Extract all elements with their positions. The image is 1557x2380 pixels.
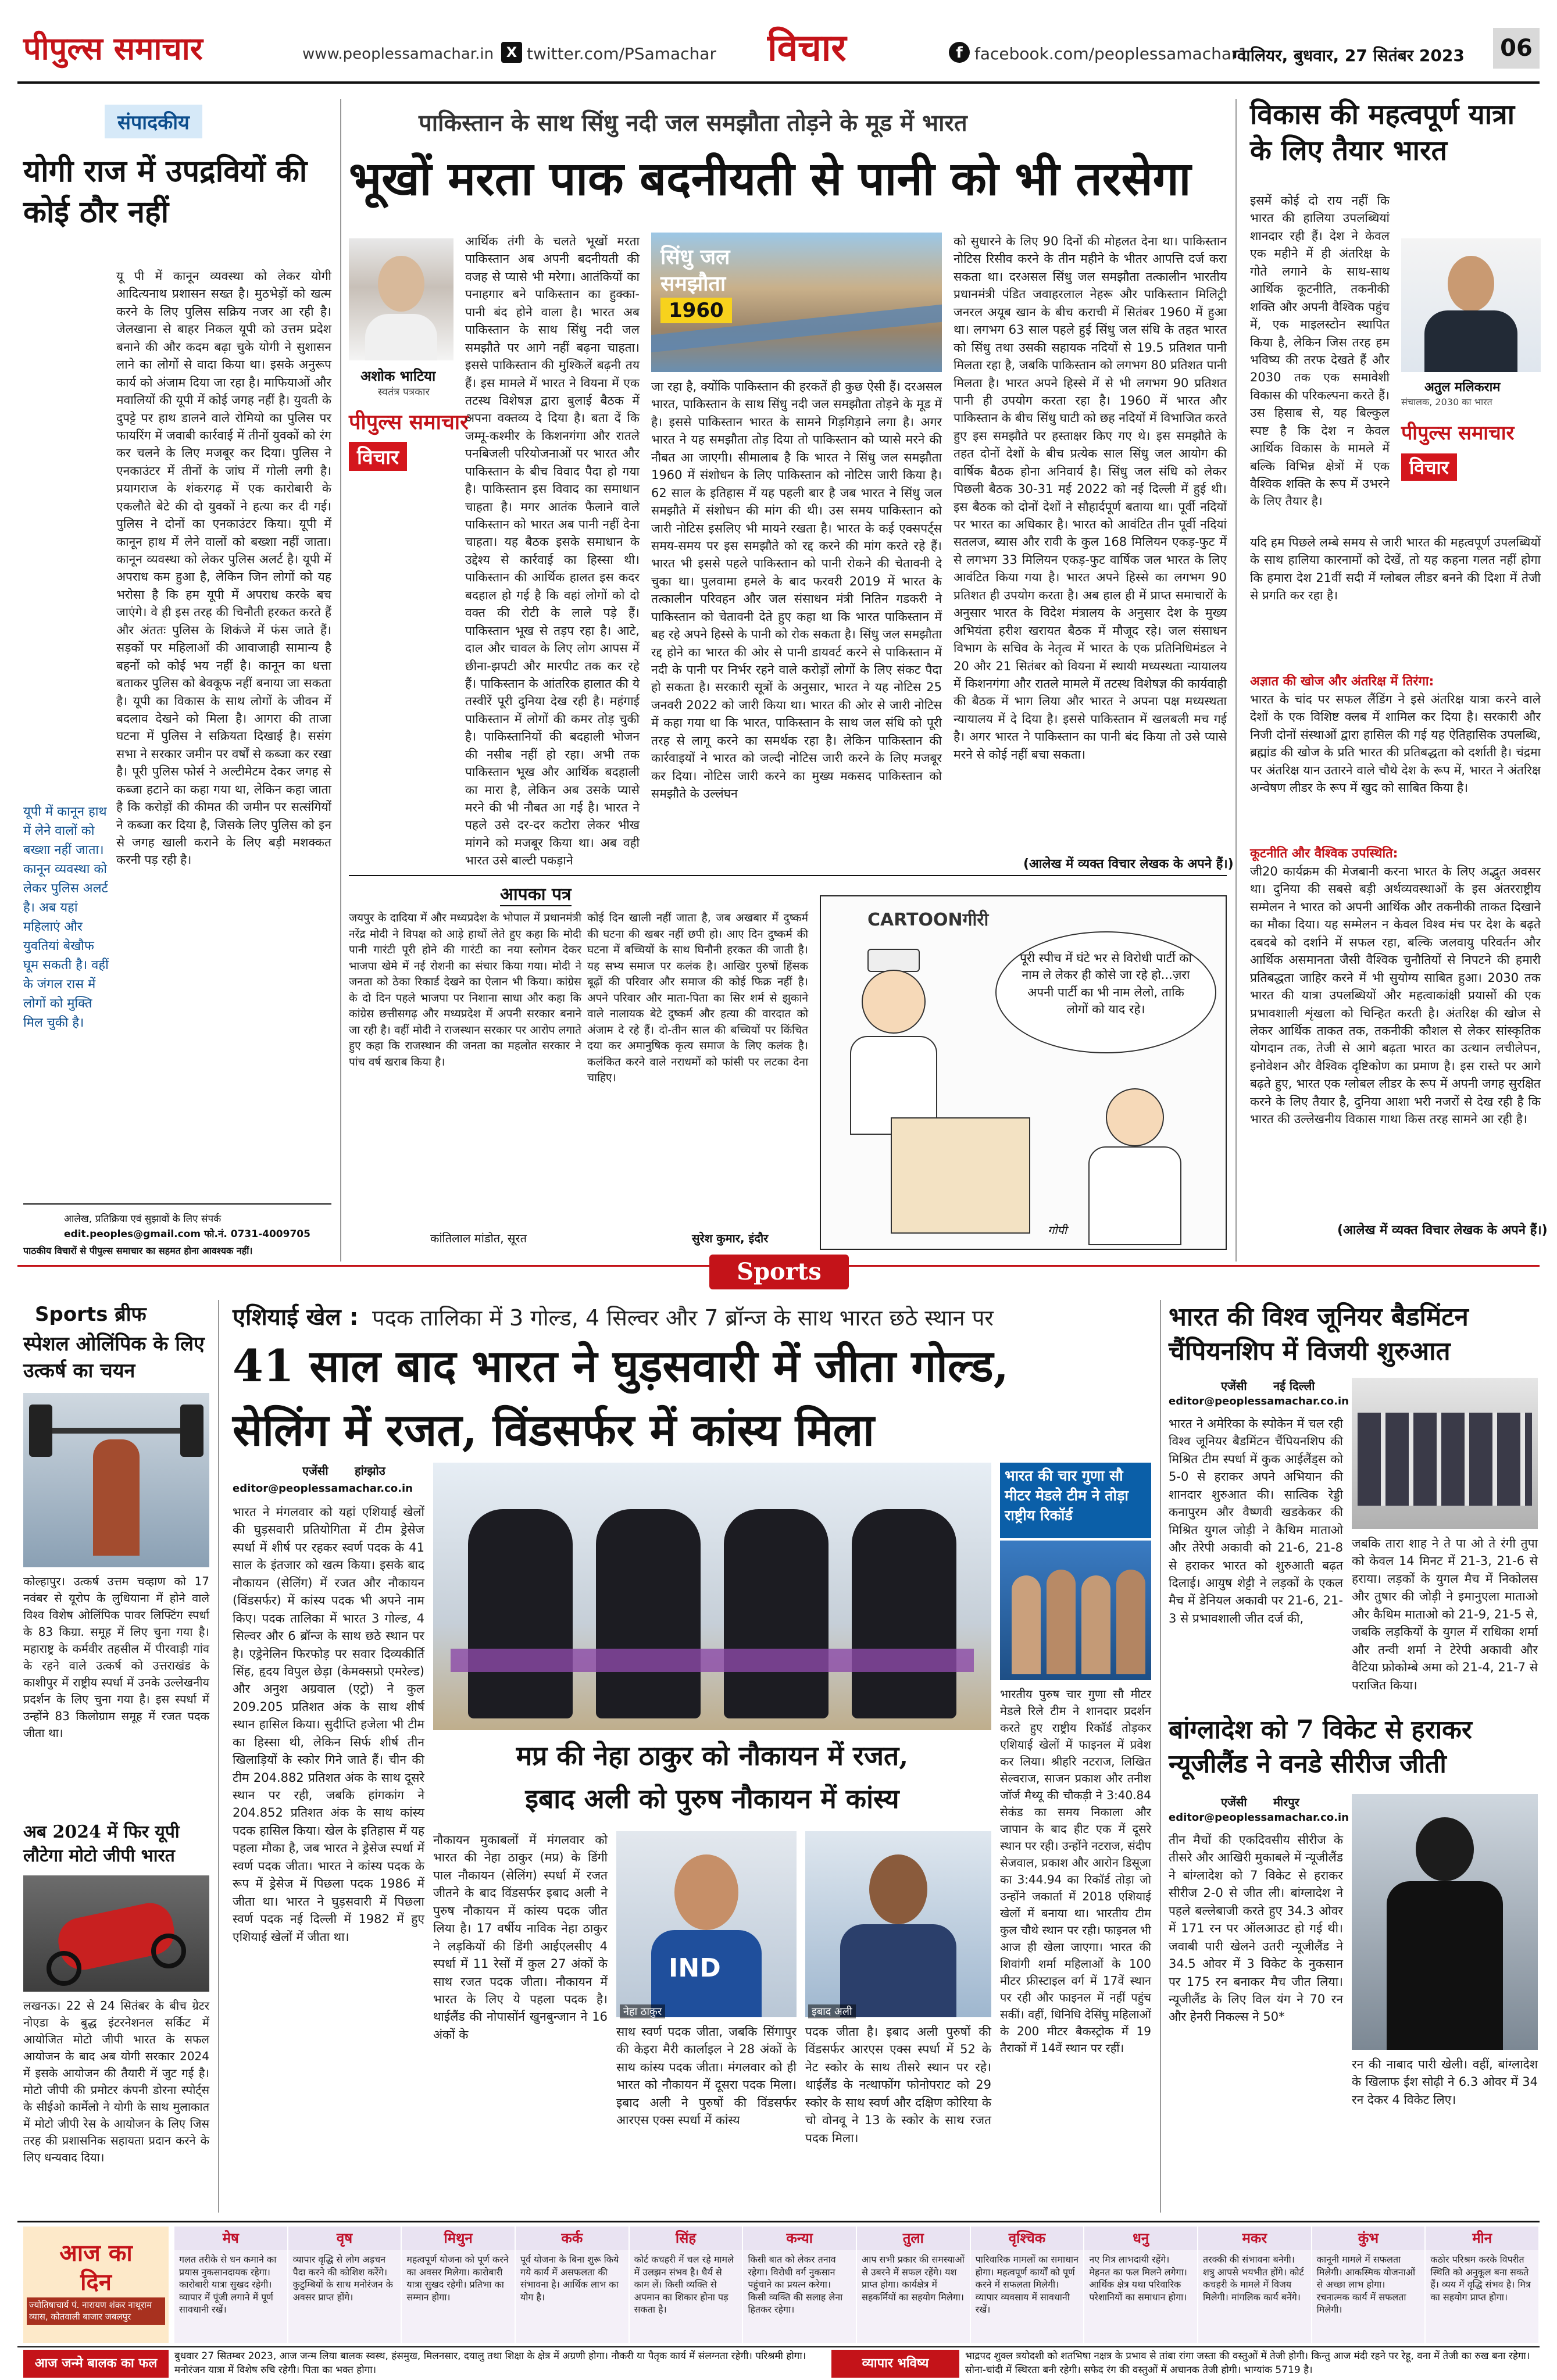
badminton-agency: एजेंसी <box>1221 1379 1247 1393</box>
sailing-body-1: नौकायन मुकाबलों में मंगलवार को भारत की नेहा ठाकुर (मप्र) के डिंगी पाल नौकायन (सेलिंग) स्पर्धा में रजत जीतने के बाद विंडसर्फर इबाद अली ने पुरुष नौकायन में कांस्य पदक जीत लिया है। 17 वर्षीय नाविक नेहा ठाकुर ने लड़कियों की डिंगी आईएलसीए 4 स्पर्धा में 11 रेसों में कुल 27 अंकों के साथ रजत पदक जीता। नौकायन में भारत के लिए ये पहला पदक है। थाईलैंड की नोपासोंर्न खुनबुन्जान ने 16 अंकों के <box>433 1833 608 2042</box>
zodiac-sign-text: किसी बात को लेकर तनाव रहेगा। विरोधी वर्ग नुकसान पहुंचाने का प्रयत्न करेगा। किसी व्यक्ति की सलाह लेना हितकर रहेगा। <box>748 2254 843 2315</box>
nz-body-2: रन की नाबाद पारी खेली। वहीं, बांग्लादेश के खिलाफ ईश सोढ़ी ने 6.3 ओवर में 34 रन देकर 4 विकेट लिए। <box>1352 2057 1538 2107</box>
cartoon-politician <box>844 949 943 1141</box>
badminton-team-image <box>1352 1378 1538 1529</box>
editorial-footer-2[interactable]: edit.peoples@gmail.com फो.नं. 0731-4009705 <box>64 1228 310 1240</box>
zodiac-sign-name: कुंभ <box>1312 2227 1425 2250</box>
zodiac-sign-name: कन्या <box>743 2227 856 2250</box>
birthday-tag: आज जन्मे बालक का फल <box>23 2350 169 2378</box>
weightlifter-image <box>23 1393 209 1567</box>
badminton-email[interactable]: editor@peoplessamachar.co.in <box>1169 1395 1349 1407</box>
editorial-footer-1: आलेख, प्रतिक्रिया एवं सुझावों के लिए संपर्क <box>64 1213 222 1225</box>
author-role: स्वतंत्र पत्रकार <box>378 386 430 398</box>
lead-paper-badge: पीपुल्स समाचार <box>349 410 469 434</box>
nz-agency: एजेंसी <box>1221 1795 1247 1809</box>
editorial-footer-3: पाठकीय विचारों से पीपुल्स समाचार का सहमत होना आवश्यक नहीं। <box>23 1245 253 1256</box>
map-label-2: समझौता <box>660 272 726 296</box>
facebook-icon[interactable]: f <box>949 42 970 63</box>
zodiac-sign-text: नए मित्र लाभदायी रहेंगे। मेहनत का फल मिलने लगेगा। आर्थिक क्षेत्र यथा परिवारिक परेशानियों का समाधान होगा। <box>1089 2254 1187 2303</box>
zodiac-sign-name: मिथुन <box>402 2227 515 2250</box>
letter-2: कोई दिन खाली नहीं जाता है, जब अखबार में दुष्कर्म की घटना की खबर नहीं छपी हो। आए दिन दुष्कर्म की घटना में बच्चियों के साथ घिनौनी हरकत की जाती है। यह सभ्य समाज पर कलंक है। आखिर पुरुषों हिंसक बूढ़ों की परिवार और समाज की कोई फिक्र नहीं है। अपने परिवार और माता-पिता का सिर शर्म से झुकाने वाले नालायक बेटे दुष्कर्म और हत्या की वारदात को अंजाम दे रहे हैं। दो-तीन साल की बच्चियों पर किंचित दया कर अमानुषिक कृत्य समाज के लिए कलंक है। कलंकित करने वाले नराधमों को फांसी पर लटका देना चाहिए। <box>587 912 808 1085</box>
zodiac-sign-name: धनु <box>1084 2227 1197 2250</box>
market-text: भाद्रपद शुक्ल त्रयोदशी को शतभिषा नक्षत्र के प्रभाव से तांबा रांगा जस्ता की वस्तुओं में तेजी होगी। किन्तु आज मंदी रहने पर रेहू, वना में तेजी का रुख बना रहेगा। सोना-चांदी में स्थिरता बनी रहेगी। सफेद रंग की वस्तुओं में अचानक तेजी होगी। भाग्यांक 5719 है। <box>965 2350 1530 2376</box>
cartoon-podium <box>891 1117 1030 1234</box>
dateline: ग्वालियर, बुधवार, 27 सितंबर 2023 <box>1233 46 1465 65</box>
masthead <box>0 0 1557 93</box>
zodiac-sign <box>630 2227 744 2343</box>
letters-title: आपका पत्र <box>500 881 572 906</box>
nz-email[interactable]: editor@peoplessamachar.co.in <box>1169 1811 1349 1824</box>
sailing-headline-1: मप्र की नेहा ठाकुर को नौकायन में रजत, <box>516 1740 909 1771</box>
right-body-1: इसमें कोई दो राय नहीं कि भारत की हालिया उपलब्धियां शानदार रही हैं। देश ने केवल एक महीने में ही अंतरिक्ष के गोते लगाने के साथ-साथ आर्थिक कूटनीति, तकनीकी शक्ति और अपनी वैश्विक पहुंच में, एक माइलस्टोन स्थापित किया है, लेकिन जिस तरह हम भविष्य की तरफ देखते हैं और 2030 तक एक समावेशी विकास की परिकल्पना करते हैं। उस हिसाब से, यह बिल्कुल स्पष्ट है कि देश न केवल आर्थिक विकास के मामले में बल्कि विभिन्न क्षेत्रों में एक वैश्विक शक्ति के रूप में उभरने के लिए तैयार है। <box>1250 194 1390 509</box>
sailing-body-3: पदक जीता है। इबाद अली पुरुषों की विंडसर्फर आरएस एक्स स्पर्धा में 52 के नेट स्कोर के साथ तीसरे स्थान पर रहे। थाईलैंड के नत्थाफोंग फोनोपराट को 29 स्कोर के साथ स्वर्ण और दक्षिण कोरिया के चो वोनवू ने 13 के स्कोर के साथ रजत पदक मिला। <box>805 2025 991 2145</box>
editorial-body: यू पी में कानून व्यवस्था को लेकर योगी आदित्यनाथ प्रशासन सख्त है। मुठभेड़ों को खत्म करने के लिए पुलिस सक्रिय नजर आ रही है। जेलखाना से बाहर निकल यूपी को उत्तम प्रदेश बनाने की और कदम बढ़ा चुके योगी ने सुशासन लाने का लोगों से वादा किया था। इसके अनुरूप कार्य को अंजाम दिया जा रहा है। माफियाओं और मवालियों की यूपी में कोई जगह नहीं है। युवती के दुपट्टे पर हाथ डालने वाले रोमियो का पुलिस पर फायरिंग में जवाबी कार्रवाई में तीनों युवकों को रंग कर चलने के लिए मजबूर कर दिया। पुलिस ने एनकाउंटर में तीनों के जांघ में गोली लगी है। प्रयागराज के शंकरगढ़ में एक कारोबारी के एकलौते बेटे की दो युवकों ने हत्या कर दी गई। पुलिस ने दोनों का एनकाउंटर किया। यूपी में कानून हाथ में लेने वालों को बख्शा नहीं जाता। कानून व्यवस्था को लेकर पुलिस अलर्ट है। यूपी में अपराध कम हुआ है, लेकिन जिन लोगों को यह भरोसा है कि हम यूपी में अपराध करके बच जाएंगे। वे ही इस तरह की चिनौती हरकत करते हैं और अंततः पुलिस के शिकंजे में फंस जाते हैं। सड़कों पर महिलाओं की आवाजाही सामान्य है बहनों को कोई भय नहीं है। कानून का धत्ता बताकर पुलिस को बेवकूफ नहीं बनाया जा सकता है। यूपी का विकास के साथ लोगों के जीवन में बदलाव देखने को मिला है। आगरा की ताजा घटना में पुलिस ने सक्रियता दिखाई है। ससंग सभा ने सरकार जमीन पर वर्षों से कब्जा कर रखा है। पूरी पुलिस फोर्स ने अल्टीमेटम देकर जगह से कब्जा हटाने का कहा गया था, लेकिन कहा जाता है कि करोड़ों की कीमत की जमीन पर सत्संगियों ने कब्जा कर दिया है, जिसके लिए पुलिस को इन से जगह खाली कराने के लिए बड़ी मशक्कत करनी पड़ रही है। <box>116 269 331 867</box>
zodiac-sign-text: तरक्की की संभावना बनेगी। शत्रु आपसे भयभीत होंगे। कोर्ट कचहरी के मामले में विजय मिलेगी। मांगलिक कार्य बनेंगे। <box>1203 2254 1304 2303</box>
asian-games-kicker-bold: एशियाई खेल : <box>233 1304 359 1331</box>
today-line-2: दिन <box>80 2269 112 2296</box>
map-label-1: सिंधु जल <box>660 245 730 269</box>
brief-2-headline: अब 2024 में फिर यूपी लौटेगा मोटो जीपी भारत <box>23 1822 180 1866</box>
right-body-3: भारत के चांद पर सफल लैंडिंग ने इसे अंतरिक्ष यात्रा करने वाले देशों के एक विशिष्ट क्लब में शामिल कर दिया है। सरकारी और निजी दोनों संस्थाओं द्वारा हासिल की गई यह ऐतिहासिक उपलब्धि, ब्रह्मांड की खोज के प्रति भारत की प्रतिबद्धता को दर्शाती है। चंद्रमा पर अंतरिक्ष यान उतारने वाले चौथे देश के रूप में, भारत ने अंतरिक्ष अन्वेषण लीडर के रूप में खुद को साबित किया है। <box>1250 692 1541 795</box>
zodiac-sign-text: कानूनी मामले में सफलता मिलेगी। आकस्मिक योजनाओं से अच्छा लाभ होगा। रचनात्मक कार्य में सफलता मिलेगी। <box>1316 2254 1416 2315</box>
badminton-place: नई दिल्ली <box>1273 1379 1315 1393</box>
letter-2-signature: सुरेश कुमार, इंदौर <box>692 1231 769 1245</box>
zodiac-sign <box>402 2227 516 2343</box>
zodiac-sign <box>857 2227 971 2343</box>
letter-1: जयपुर के दादिया में और मध्यप्रदेश के भोपाल में प्रधानमंत्री नरेंद्र मोदी ने विपक्ष को आड़े हाथों लेते हुए कहा कि मोदी पानी गारंटी पूरी होने की गारंटी का नया स्लोगन देकर भाजपा खेमे में नई रोशनी का संचार किया गया। मोदी ने जनता को ठेका रिकार्ड देखने का ऐलान भी किया। कांग्रेस के दो दिन पहले भाजपा पर निशाना साधा और कहा कि कांग्रेस छत्तीसगढ़ और मध्यप्रदेश में अपनी सरकार बनाने जा रही है। वहीं मोदी ने राजस्थान सरकार पर आरोप लगाते हुए कहा कि राजस्थान की जनता का महलोत सरकार ने पांच वर्ष खराब किया है। <box>349 912 581 1069</box>
zodiac-sign-name: मीन <box>1426 2227 1538 2250</box>
cartoon-signature: गोपी <box>1048 1223 1067 1237</box>
indus-map-image <box>651 233 942 372</box>
relay-body: भारतीय पुरुष चार गुणा सौ मीटर मेडले रिले टीम ने शानदार प्रदर्शन करते हुए राष्ट्रीय रिकॉर्ड तोड़कर एशियाई खेलों में फाइनल में प्रवेश कर लिया। श्रीहरि नटराज, लिखित सेल्वराज, साजन प्रकाश और तनीश जॉर्ज मैथ्यू की चौकड़ी ने 3:40.84 सेकंड का समय निकाला और जापान के बाद हीट एक में दूसरे स्थान पर रही। उन्होंने नटराज, संदीप सेजवाल, प्रकाश और आरोन डिसूजा का 3:44.94 का रिकॉर्ड तोड़ा जो उन्होंने जकार्ता में 2018 एशियाई खेलों में बनाया था। भारतीय टीम कुल चौथे स्थान पर रही। फाइनल भी आज ही खेला जाएगा। भारत की शिवांगी शर्मा महिलाओं के 100 मीटर फ्रीस्टाइल वर्ग में 17वें स्थान पर रही और फाइनल में नहीं पहुंच सकीं। वहीं, धिनिधि देसिंघु महिलाओं के 200 मीटर बैकस्ट्रोक में 19 तैराकों में 14वें स्थान पर रहीं। <box>1000 1687 1151 2055</box>
author-name: अशोक भाटिया <box>360 368 436 384</box>
right-author-role: संचालक, 2030 का भारत <box>1401 396 1492 408</box>
section-title: विचार <box>767 26 847 70</box>
zodiac-sign-name: मेष <box>174 2227 287 2250</box>
zodiac-sign-name: वृष <box>288 2227 401 2250</box>
zodiac-sign-text: गलत तरीके से धन कमाने का प्रयास नुकसानदायक रहेगा। कारोबारी यात्रा सुखद रहेगी। व्यापार में पूंजी लगाने में पूर्ण सावधानी रखें। <box>179 2254 277 2315</box>
sports-headline-1: 41 साल बाद भारत ने घुड़सवारी में जीता गोल्ड, <box>233 1340 1009 1392</box>
relay-team-photo <box>1000 1541 1151 1680</box>
paper-logo[interactable]: पीपुल्स समाचार <box>23 30 203 67</box>
zodiac-sign <box>1084 2227 1198 2343</box>
lead-footer: (आलेख में व्यक्त विचार लेखक के अपने हैं।) <box>1023 857 1234 871</box>
lead-section-badge: विचार <box>349 442 407 471</box>
sports-banner: Sports <box>709 1255 849 1289</box>
zodiac-sign <box>1312 2227 1426 2343</box>
brief-1-body: कोल्हापुर। उत्कर्ष उत्तम चव्हाण को 17 नवंबर से यूरोप के लुधियाना में होने वाले विश्व विशेष ओलिंपिक पावर लिफ्टिंग स्पर्धा के 83 किग्रा. समूह में लिए चुना गया है। महाराष्ट्र के कर्मवीर तहसील में पीरवाड़ी गांव के रहने वाले उत्कर्ष को उत्तराखंड के काशीपुर में राष्ट्रीय स्पर्धा में उनके उल्लेखनीय प्रदर्शन के लिए चुना गया है। इस स्पर्धा में उन्होंने 83 किलोग्राम समूह में रजत पदक जीता था। <box>23 1574 209 1740</box>
sports-brief-tag: Sports ब्रीफ <box>35 1303 147 1326</box>
page-number: 06 <box>1493 28 1540 69</box>
right-footer: (आलेख में व्यक्त विचार लेखक के अपने हैं।) <box>1337 1223 1548 1238</box>
zodiac-sign <box>1198 2227 1312 2343</box>
zodiac-sign-text: व्यापार वृद्धि से लोग अड़चन पैदा करने की कोशिश करेंगे। कुटुम्बियों के साथ मनोरंजन के अवसर प्राप्त होंगे। <box>292 2254 393 2303</box>
website-link[interactable]: www.peoplessamachar.in <box>302 45 494 63</box>
neha-photo: IND <box>616 1831 797 2017</box>
zodiac-sign-name: मकर <box>1198 2227 1311 2250</box>
zodiac-sign <box>174 2227 288 2343</box>
relay-box <box>1000 1463 1151 2213</box>
twitter-icon[interactable]: X <box>501 42 522 63</box>
right-subhead-1: अज्ञात की खोज और अंतरिक्ष में तिरंगा: <box>1250 674 1434 689</box>
zodiac-sign <box>288 2227 402 2343</box>
sports-agency: एजेंसी <box>302 1464 328 1478</box>
right-author-name: अतुल मलिकराम <box>1424 380 1501 395</box>
right-subhead-2: कूटनीति और वैश्विक उपस्थिति: <box>1250 846 1398 861</box>
brief-2-body: लखनऊ। 22 से 24 सितंबर के बीच ग्रेटर नोएडा के बुद्ध इंटरनेशनल सर्किट में आयोजित मोटो जीपी भारत के सफल आयोजन के बाद अब योगी सरकार 2024 में इसके आयोजन की तैयारी में जुट गई है। मोटो जीपी की प्रमोटर कंपनी डोरना स्पोर्ट्स के सीईओ कार्मेलो ने योगी के साथ मुलाकात में मोटो जीपी रेस के आयोजन के लिए जिस तरह की प्रशासनिक सहायता प्रदान करने के लिए धन्यवाद दिया। <box>23 1999 209 2164</box>
zodiac-sign-name: वृश्चिक <box>971 2227 1084 2250</box>
facebook-link[interactable]: facebook.com/peoplessamachar1 <box>974 44 1249 63</box>
badminton-body-1: भारत ने अमेरिका के स्पोकेन में चल रही विश्व जूनियर बैडमिंटन चैंपियनशिप की मिश्रित टीम स्पर्धा में कुक आईलैंड्स को 5-0 से हराकर अपने अभियान की शानदार शुरुआत की। सात्विक रेड्डी कनापुरम और वैष्णवी खडकेकर की मिश्रित युगल जोड़ी ने कैथिम माताओ और तेरेपी अकावी को 21-6, 21-8 से हराकर भारत को शुरुआती बढ़त दिलाई। आयुष शेट्टी ने लड़कों के एकल मैच में डेनियल अकावी पर 21-6, 21-3 से प्रभावशाली जीत दर्ज की, <box>1169 1417 1343 1625</box>
editorial-tag: संपादकीय <box>105 105 202 138</box>
relay-headline: भारत की चार गुणा सौ मीटर मेडले टीम ने तोड़ा राष्ट्रीय रिकॉर्ड <box>1000 1463 1151 1538</box>
cartoon-listener <box>1077 1088 1193 1245</box>
sailing-headline-2: इबाद अली को पुरुष नौकायन में कांस्य <box>525 1783 899 1814</box>
birthday-text: बुधवार 27 सितम्बर 2023, आज जन्म लिया बालक स्वस्थ, हंसमुख, मिलनसार, दयालु तथा शिक्षा के क्षेत्र में अग्रणी होगा। नौकरी या पैतृक कार्य में संलग्नता रहेगी। परिश्रमी होगा। मनोरंजन यात्रा में विशेष रुचि रहेगी। पिता का भक्त होगा। <box>174 2350 806 2376</box>
cricketer-image <box>1352 1794 1538 2050</box>
zodiac-sign-text: पारिवारिक मामलों का समाधान होगा। महत्वपूर्ण कार्यों को पूर्ण करने में सफलता मिलेगी। व्यापार व्यवसाय में सावधानी रखें। <box>975 2254 1079 2315</box>
twitter-link[interactable]: twitter.com/PSamachar <box>527 44 716 63</box>
motogp-image <box>23 1875 209 1992</box>
zodiac-sign-text: कोर्ट कचहरी में चल रहे मामले में उलझन संभव है। धैर्य से काम लें। किसी व्यक्ति से अपमान का शिकार होना पड़ सकता है। <box>634 2254 734 2315</box>
zodiac-sign-name: कर्क <box>516 2227 628 2250</box>
nz-body-1: तीन मैचों की एकदिवसीय सीरीज के तीसरे और आखिरी मुकाबले में न्यूजीलैंड ने बांग्लादेश को 7 विकेट से हराकर सीरीज 2-0 से जीत ली। बांग्लादेश ने पहले बल्लेबाजी करते हुए 34.3 ओवर में 171 रन पर ऑलआउट हो गई थी। जवाबी पारी खेलने उतरी न्यूजीलैंड ने 34.5 ओवर में 3 विकेट के नुकसान पर 175 रन बनाकर मैच जीत लिया। न्यूजीलैंड के लिए विल यंग ने 70 रन और हेनरी निकल्स ने 50* <box>1169 1833 1343 2024</box>
nz-headline: बांग्लादेश को 7 विकेट से हराकर न्यूजीलैंड ने वनडे सीरीज जीती <box>1169 1715 1472 1779</box>
sports-headline-2: सेलिंग में रजत, विंडसर्फर में कांस्य मिला <box>233 1404 874 1456</box>
right-body-4: जी20 कार्यक्रम की मेजबानी करना भारत के लिए अद्भुत अवसर था। दुनिया की सबसे बड़ी अर्थव्यवस्थाओं के इस अंतरराष्ट्रीय सम्मेलन ने भारत को अपनी आर्थिक और तकनीकी ताकत दिखाने का मौका दिया। यह सम्मेलन न केवल विश्व मंच पर देश के बढ़ते दबदबे को दर्शाने में सफल रहा, बल्कि जलवायु परिवर्तन और आर्थिक असमानता जैसी वैश्विक चुनौतियों से निपटने की हमारी प्रतिबद्धता जाहिर करने में भी सुयोग्य साबित हुआ। 2030 तक भारत की यात्रा उपलब्धियों और महत्वाकांक्षी प्रयासों की एक प्रभावशाली शृंखला को चिन्हित करती है। अंतरिक्ष की खोज से लेकर आर्थिक ताकत तक, तकनीकी कौशल से लेकर सांस्कृतिक योगदान तक, तेजी से आगे बढ़ता भारत का उत्थान लचीलेपन, इनोवेशन और वैश्विक दृष्टिकोण का प्रमाण है। इस रास्ते पर आगे बढ़ते हुए, भारत एक ग्लोबल लीडर के रूप में अपनी जगह सुरक्षित करने के लिए तैयार है, दुनिया आशा भरी नजरों से देख रही है कि भारत की उल्लेखनीय विकास गाथा किस तरह सामने आ रही है। <box>1250 864 1541 1127</box>
right-body-2: यदि हम पिछले लम्बे समय से जारी भारत की महत्वपूर्ण उपलब्धियों के साथ हालिया कारनामों को देखें, तो यह कहना गलत नहीं होगा कि हमारा देश 21वीं सदी में ग्लोबल लीडर बनने की दिशा में तेजी से प्रगति कर रहा है। <box>1250 535 1541 603</box>
lead-headline: भूखों मरता पाक बदनीयती से पानी को भी तरसेगा <box>349 151 1191 206</box>
brief-1-headline: स्पेशल ओलिंपिक के लिए उत्कर्ष का चयन <box>23 1332 205 1382</box>
badminton-headline: भारत की विश्व जूनियर बैडमिंटन चैंपियनशिप में विजयी शुरुआत <box>1169 1302 1469 1367</box>
zodiac-sign-name: तुला <box>857 2227 970 2250</box>
right-paper-badge: पीपुल्स समाचार <box>1401 421 1515 445</box>
today-astrologer: ज्योतिषाचार्य पं. नारायण शंकर नाथूराम व्यास, कोतवाली बाजार जबलपुर <box>27 2297 165 2325</box>
ibad-caption: इबाद अली <box>808 2004 856 2018</box>
cartoon-title: CARTOONगीरी <box>867 910 989 930</box>
zodiac-sign <box>516 2227 630 2343</box>
zodiac-sign-text: महत्वपूर्ण योजना को पूर्ण करने का अवसर मिलेगा। कारोबारी यात्रा सुखद रहेगी। प्रतिभा का सम्मान होगा। <box>406 2254 509 2303</box>
sports-email[interactable]: editor@peoplessamachar.co.in <box>233 1482 413 1495</box>
map-year: 1960 <box>660 298 732 323</box>
equestrian-team-image <box>433 1463 991 1730</box>
lead-kicker: पाकिस्तान के साथ सिंधु नदी जल समझौता तोड़ने के मूड में भारत <box>419 110 967 137</box>
cartoon-speech-bubble: पूरी स्पीच में घंटे भर से विरोधी पार्टी का नाम ले लेकर ही कोसे जा रहे हो...ज़रा अपनी पार्टी का भी नाम लेलो, ताकि लोगों को याद रहे। <box>995 931 1216 1053</box>
lead-col-1: आर्थिक तंगी के चलते भूखों मरता पाकिस्तान अब अपनी बदनीयती की वजह से प्यासे भी मरेगा। आतंकियों का पनाहगार बने पाकिस्तान का हुक्का-पानी बंद होने वाला है। भारत अब पाकिस्तान के साथ सिंधु नदी जल समझौते पर आगे नहीं बढ़ना चाहता। इससे पाकिस्तान की मुश्किलें बढ़नी तय हैं। इस मामले में भारत ने वियना में एक तटस्थ विशेषज्ञ द्वारा बुलाई बैठक में अपना वक्तव्य दे दिया है। बता दें कि जम्मू-कश्मीर के किशनगंगा और रातले पनबिजली परियोजनाओं पर भारत और पाकिस्तान के बीच विवाद पैदा हो गया है। पाकिस्तान इस विवाद का समाधान चाहता है। मगर आतंक फैलाने वाले पाकिस्तान को भारत अब पानी नहीं देना चाहता। यह बैठक इसके समाधान के उद्देश्य से कार्रवाई का हिस्सा थी। पाकिस्तान की आर्थिक हालत इस कदर बदहाल हो गई है कि वहां लोगों को दो वक्त की रोटी के लाले पड़े हैं। पाकिस्तान भूख से तड़प रहा है। आटे, दाल और चावल के लिए लोग आपस में छीना-झपटी और मारपीट तक कर रहे हैं। पाकिस्तान के आंतरिक हालात की ये तस्वीरें पूरी दुनिया देख रही है। महंगाई पाकिस्तान में लोगों की कमर तोड़ चुकी है। पाकिस्तानियों की बदहाली भोजन की नसीब नहीं हो रहा। अभी तक पाकिस्तान भूख और आर्थिक बदहाली का मारा है, लेकिन अब उसके प्यासे मरने की भी नौबत आ गई है। भारत ने पहले उसे दर-दर कटोरा लेकर भीख मांगने को मजबूर किया था। अब वही भारत उसे बाल्टी पकड़ाने <box>465 234 640 868</box>
zodiac-sign-text: पूर्व योजना के बिना शुरू किये गये कार्य में असफलता की संभावना है। आर्थिक लाभ का योग है। <box>520 2254 619 2303</box>
zodiac-sign-text: कठोर परिश्रम करके विपरीत स्थिति को अनुकूल बना सकते हैं। व्यय में वृद्धि संभव है। मित्र का सहयोग प्राप्त होगा। <box>1430 2254 1531 2303</box>
editorial-headline: योगी राज में उपद्रवियों की कोई ठौर नहीं <box>23 153 308 230</box>
letter-1-signature: कांतिलाल मांडोत, सूरत <box>430 1231 527 1245</box>
right-section-badge: विचार <box>1401 453 1457 481</box>
lead-col-3: को सुधारने के लिए 90 दिनों की मोहलत देना था। पाकिस्तान नोटिस रिसीव करने के तीन महीने के भीतर आपत्ति दर्ज करा सकता था। दरअसल सिंधु जल समझौता तत्कालीन भारतीय प्रधानमंत्री पंडित जवाहरलाल नेहरू और पाकिस्तान मिलिट्री जनरल अयूब खान के बीच कराची में सितंबर 1960 में हुआ था। लगभग 63 साल पहले हुई सिंधु जल संधि के तहत भारत को सिंधु तथा उसकी सहायक नदियों से 19.5 प्रतिशत पानी मिलता रहा है, जबकि पाकिस्तान को लगभग 80 प्रतिशत पानी मिलता है। भारत अपने हिस्से में से भी लगभग 90 प्रतिशत पानी ही उपयोग करता रहा है। 1960 में भारत और पाकिस्तान के बीच सिंधु घाटी को छह नदियों में विभाजित करते हुए इस समझौते पर हस्ताक्षर किए गए थे। इस समझौते के तहत दोनों देशों के बीच प्रत्येक साल सिंधु जल आयोग की वार्षिक बैठक होना अनिवार्य है। सिंधु जल संधि को लेकर पिछली बैठक 30-31 मई 2022 को नई दिल्ली में हुई थी। इस बैठक को दोनों देशों ने सौहार्दपूर्ण बताया था। पूर्वी नदियों पर भारत का अधिकार है। भारत को आवंटित तीन पूर्वी नदियां सतलज, ब्यास और रावी के कुल 168 मिलियन एकड़-फुट में से लगभग 33 मिलियन एकड़-फुट वार्षिक जल भारत के लिए आवंटित किया गया है। भारत अपने हिस्से का लगभग 90 प्रतिशत ही उपयोग करता है। अब हाल ही में प्राप्त समाचारों के अनुसार भारत के विदेश मंत्रालय के अनुसार देश के मुख्य अभियंता हरीश खरायत बैठक में मौजूद रहे। जल संसाधन विभाग के सचिव के नेतृत्व में भारत के एक प्रतिनिधिमंडल ने 20 और 21 सितंबर को वियना में स्थायी मध्यस्थता न्यायालय में किशनगंगा और रातले मामले में तटस्थ विशेषज्ञ की कार्यवाही की बैठक में भाग लिया और भारत ने अपना पक्ष मध्यस्थता न्यायालय में दे दिया है। इससे पाकिस्तान में खलबली मच गई है। अगर भारत ने पाकिस्तान का पानी बंद किया तो उसे प्यासे मरने से कोई नहीं बचा सकता। <box>954 234 1227 762</box>
nz-place: मीरपुर <box>1273 1795 1299 1809</box>
zodiac-strip <box>174 2227 1540 2343</box>
today-line-1: आज का <box>59 2240 133 2267</box>
editorial-pullquote: यूपी में कानून हाथ में लेने वालों को बख्शा नहीं जाता। कानून व्यवस्था को लेकर पुलिस अलर्ट है। अब यहां महिलाएं और युवतियां बेखौफ घूम सकती है। वहीं के जंगल रास में लोगों को मुक्ति मिल चुकी है। <box>23 805 109 1030</box>
zodiac-sign <box>1426 2227 1540 2343</box>
sailing-body-2: साथ स्वर्ण पदक जीता, जबकि सिंगापुर की केइरा मैरी कार्लाइल ने 28 अंकों के साथ कांस्य पदक जीता। मंगलवार को ही भारत को नौकायन में दूसरा पदक मिला। इबाद अली ने पुरुषों की विंडसर्फर आरएस एक्स स्पर्धा में कांस्य <box>616 2025 797 2128</box>
author-photo <box>349 238 453 360</box>
zodiac-sign-name: सिंह <box>630 2227 742 2250</box>
zodiac-sign <box>743 2227 857 2343</box>
asian-games-kicker: पदक तालिका में 3 गोल्ड, 4 सिल्वर और 7 ब्रॉन्ज के साथ भारत छठे स्थान पर <box>372 1305 994 1331</box>
badminton-body-2: जबकि तारा शाह ने ते पा ओ ते रंगी तुपा को केवल 14 मिनट में 21-3, 21-6 से हराया। लड़कों के युगल मैच में निकोलस और तुषार की जोड़ी ने इमानुएला माताओ और कैथिम माताओ को 21-9, 21-5 से, जबकि लड़कियों के युगल में राधिका शर्मा और तन्वी शर्मा ने टेरेपी अकावी और वैटिया फ्रोकोम्बे अमा को 21-4, 21-7 से पराजित किया। <box>1352 1536 1538 1692</box>
sports-main-body: भारत ने मंगलवार को यहां एशियाई खेलों की घुड़सवारी प्रतियोगिता में टीम ड्रेसेज स्पर्धा में शीर्ष पर रहकर स्वर्ण पदक के 41 साल के इंतजार को खत्म किया। इसके बाद नौकायन (सेलिंग) में रजत और नौकायन (विंडसर्फर) में कांस्य पदक भी अपने नाम किए। पदक तालिका में भारत 3 गोल्ड, 4 सिल्वर और 6 ब्रॉन्ज के साथ छठे स्थान पर है। एड्रेनेलिन फिरफोड़ पर सवार दिव्यकीर्ति सिंह, हृदय विपुल छेड़ा (केमक्सप्रो एमरेल्ड) और अनुश अग्रवाल (एट्रो) ने कुल 209.205 प्रतिशत अंक के साथ शीर्ष स्थान हासिल किया। सुदीप्ति हजेला भी टीम का हिस्सा थी, लेकिन सिर्फ शीर्ष तीन खिलाड़ियों के स्कोर गिने जाते हैं। चीन की टीम 204.882 प्रतिशत अंक के साथ दूसरे स्थान पर रही, जबकि हांगकांग ने 204.852 प्रतिशत अंक के साथ कांस्य पदक हासिल किया। खेल के इतिहास में यह पहला मौका है, जब भारत ने ड्रेसेज स्पर्धा में स्वर्ण पदक जीता। भारत ने कांस्य पदक के रूप में ड्रेसेज में पिछला पदक 1986 में जीता था। भारत ने घुड़सवारी में पिछला स्वर्ण पदक नई दिल्ली में 1982 में हुए एशियाई खेलों में जीता था। <box>233 1505 424 1944</box>
lead-col-2: जा रहा है, क्योंकि पाकिस्तान की हरकतें ही कुछ ऐसी हैं। दरअसल भारत, पाकिस्तान के साथ सिंधु नदी जल समझौता तोड़ने के मूड में है। इससे पाकिस्तान भारत के सामने गिड़गिड़ाने लगा है। अगर भारत ने यह समझौता तोड़ दिया तो पाकिस्तान को प्यासे मरने की नौबत आ जाएगी। सीमालाब है कि भारत ने सिंधु जल समझौता 1960 में संशोधन के लिए पाकिस्तान को नोटिस जारी किया है। 62 साल के इतिहास में यह पहली बार है जब भारत ने सिंधु जल समझौते में संशोधन की मांग की थी। उस समय पाकिस्तान को जारी नोटिस इसलिए भी मायने रखता है। भारत के कई एक्सपर्ट्स समय-समय पर इस समझौते को रद्द करने की मांग करते रहे हैं। भारत भी इससे पहले पाकिस्तान को पानी रोकने की चेतावनी दे चुका था। पुलवामा हमले के बाद फरवरी 2019 में भारत के तत्कालीन परिवहन और जल संसाधन मंत्री नितिन गडकरी ने पाकिस्तान को चेतावनी देते हुए कहा था कि भारत पाकिस्तान में बह रहे अपने हिस्से के पानी को रोक सकता है। सिंधु जल समझौता रद्द होने का भारत की ओर से पानी डायवर्ट करने से पाकिस्तान में नदी के पानी पर निर्भर रहने वाले करोड़ों लोगों के लिए संकट पैदा हो सकता है। सरकारी सूत्रों के अनुसार, भारत ने यह नोटिस 25 जनवरी 2022 को जारी किया था। भारत की ओर से जारी नोटिस में कहा गया था कि भारत, पाकिस्तान के साथ जल संधि को पूरी तरह से लागू करने का समर्थक रहा है। लेकिन पाकिस्तान की कार्रवाइयों ने भारत को जल्दी नोटिस जारी करने के लिए मजबूर कर दिया। नोटिस जारी करने का मुख्य मकसद पाकिस्तान को समझौते के उल्लंघन <box>651 380 942 801</box>
zodiac-sign <box>971 2227 1085 2343</box>
market-tag: व्यापार भविष्य <box>831 2350 959 2378</box>
zodiac-sign-text: आप सभी प्रकार की समस्याओं से उबरने में सफल रहेंगे। यश प्राप्त होगा। कार्यक्षेत्र में सहकर्मियों का सहयोग मिलेगा। <box>862 2254 965 2303</box>
right-headline: विकास की महत्वपूर्ण यात्रा के लिए तैयार भारत <box>1250 98 1515 167</box>
cartoon-panel <box>820 895 1227 1250</box>
ibad-photo <box>805 1831 991 2017</box>
neha-caption: नेहा ठाकुर <box>620 2004 665 2018</box>
right-author-photo <box>1401 238 1541 372</box>
horoscope-today-box <box>23 2227 169 2343</box>
sports-place: हांग्झोउ <box>355 1464 385 1478</box>
